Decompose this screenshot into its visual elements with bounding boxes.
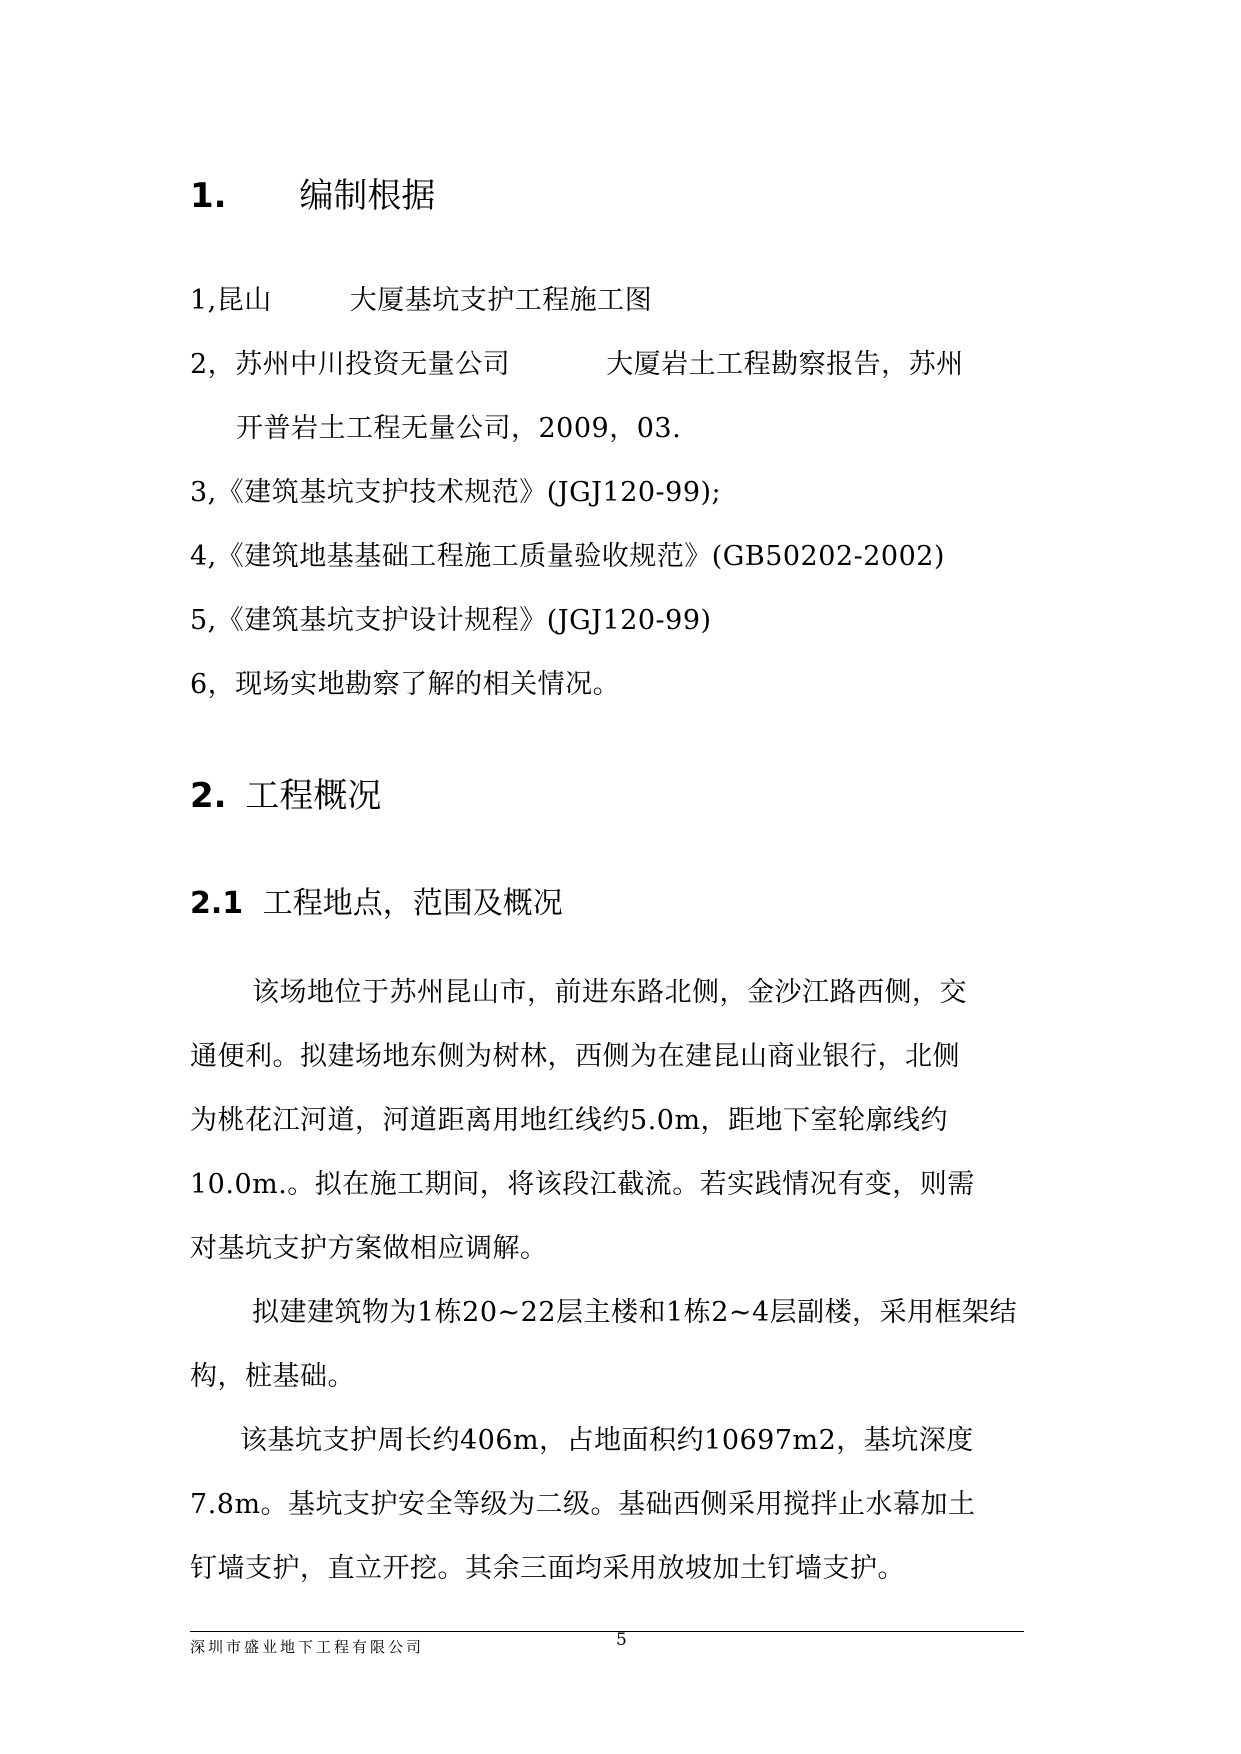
reference-item-1 [190, 278, 652, 317]
paragraph-line-8: 该基坑支护周长约406m，占地面积约10697m2，基坑深度 [240, 1425, 974, 1456]
section-1-heading [190, 168, 435, 217]
paragraph-line-5: 对基坑支护方案做相应调解。 [190, 1233, 548, 1264]
reference-item-2 [190, 342, 964, 381]
reference-item-4: 4,《建筑地基基础工程施工质量验收规范》(GB50202-2002) [190, 541, 945, 572]
subsection-2-1-number: 2.1 [190, 886, 244, 921]
paragraph-line-9: 7.8m。基坑支护安全等级为二级。基础西侧采用搅拌止水幕加土 [190, 1489, 976, 1520]
reference-item-2-prefix: 2，苏州中川投资无量公司 [190, 349, 511, 380]
subsection-2-1-title: 工程地点，范围及概况 [262, 886, 563, 921]
reference-item-1-text: 大厦基坑支护工程施工图 [349, 285, 653, 316]
reference-item-2-continued: 开普岩土工程无量公司，2009，03. [236, 413, 682, 444]
subsection-2-1-heading [190, 878, 563, 922]
paragraph-line-3: 为桃花江河道，河道距离用地红线约5.0m，距地下室轮廓线约 [190, 1105, 949, 1136]
paragraph-line-6: 拟建建筑物为1栋20~22层主楼和1栋2~4层副楼，采用框架结 [252, 1297, 1018, 1328]
reference-item-2-text: 大厦岩土工程勘察报告，苏州 [606, 349, 964, 380]
paragraph-line-7: 构，桩基础。 [190, 1361, 355, 1392]
reference-item-6: 6，现场实地勘察了解的相关情况。 [190, 669, 621, 700]
section-2-heading [190, 768, 381, 817]
section-2-number: 2. [190, 776, 227, 816]
paragraph-line-10: 钉墙支护，直立开挖。其余三面均采用放坡加土钉墙支护。 [190, 1553, 905, 1584]
paragraph-line-2: 通便利。拟建场地东侧为树林，西侧为在建昆山商业银行，北侧 [190, 1041, 960, 1072]
reference-item-1-prefix: 1,昆山 [190, 285, 272, 316]
footer-page-number: 5 [616, 1630, 627, 1650]
reference-item-5: 5,《建筑基坑支护设计规程》(JGJ120-99) [190, 605, 712, 636]
section-1-number: 1. [190, 176, 227, 216]
reference-item-3: 3,《建筑基坑支护技术规范》(JGJ120-99); [190, 477, 722, 508]
section-2-title: 工程概况 [245, 776, 382, 816]
paragraph-line-4: 10.0m.。拟在施工期间，将该段江截流。若实践情况有变，则需 [190, 1169, 975, 1200]
paragraph-line-1: 该场地位于苏州昆山市，前进东路北侧，金沙江路西侧，交 [252, 977, 967, 1008]
section-1-title: 编制根据 [299, 176, 436, 216]
footer-company: 深圳市盛业地下工程有限公司 [190, 1638, 425, 1656]
footer-divider [190, 1631, 1024, 1632]
